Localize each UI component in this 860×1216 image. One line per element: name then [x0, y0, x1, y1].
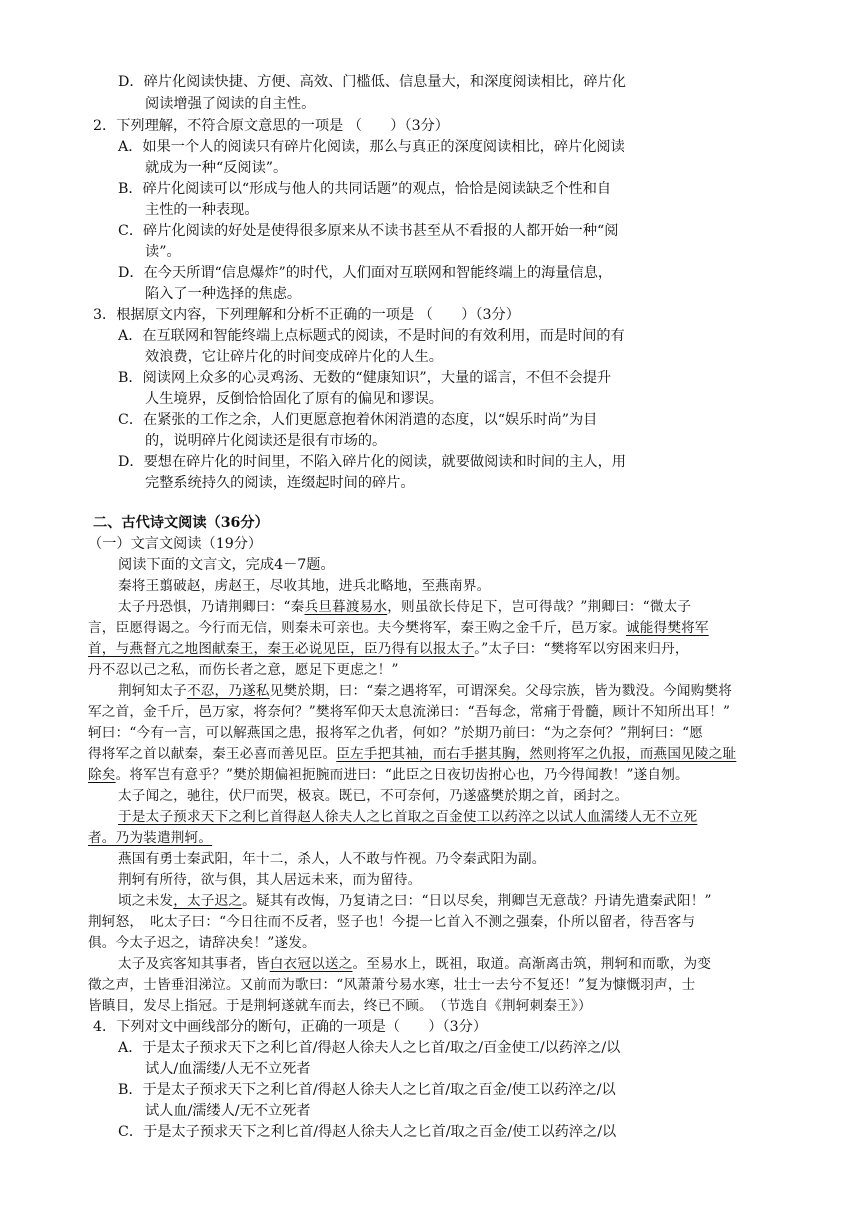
passage-line: 轲曰：“今有一言，可以解燕国之患，报将军之仇者，何如？”於期乃前曰：“为之奈何？”荆轲曰：“愿 [88, 725, 704, 741]
passage-line: 顷之未发，太子迟之。疑其有改悔，乃复请之曰：“日以尽矣，荆卿岂无意哉？丹请先遣秦武阳！” [118, 893, 712, 909]
passage-line: 除矣。将军岂有意乎？”樊於期偏袒扼腕而进曰：“此臣之日夜切齿拊心也，乃今得闻教！”遂自刎。 [88, 767, 689, 783]
q1-option-d-line1: D．碎片化阅读快捷、方便、高效、门槛低、信息量大，和深度阅读相比，碎片化 [118, 74, 626, 90]
passage-line: 秦将王翦破赵，虏赵王，尽收其地，进兵北略地，至燕南界。 [118, 578, 491, 594]
q3-option-b-line2: 人生境界，反倒恰恰固化了原有的偏见和谬误。 [145, 391, 443, 407]
passage-line: 太子及宾客知其事者，皆白衣冠以送之。至易水上，既祖，取道。高渐离击筑，荆轲和而歌，为变 [118, 956, 712, 972]
underlined-phrase: 臣左手把其袖，而右手揕其胸，然则将军之仇报，而燕国见陵之耻 [336, 746, 737, 762]
underlined-phrase: ，太子迟之 [173, 893, 243, 909]
q4-option-b-line2: 试人血/濡缕人/无不立死者 [145, 1103, 311, 1119]
passage-line: 俱。今太子迟之，请辞决矣！”遂发。 [88, 935, 316, 951]
passage-line: 荆轲怒， 叱太子曰：“今日往而不反者，竖子也！今提一匕首入不测之强秦，仆所以留者，待吾客与 [88, 914, 696, 930]
underlined-phrase: 白衣冠以送之 [269, 956, 353, 972]
q3-option-a-line2: 效浪费，它让碎片化的时间变成碎片化的人生。 [145, 349, 443, 365]
q2-option-b-line1: B．碎片化阅读可以“形成与他人的共同话题”的观点，恰恰是阅读缺乏个性和自 [118, 181, 612, 197]
passage-line: 皆瞋目，发尽上指冠。于是荆轲遂就车而去，终已不顾。 （节选自《荆轲刺秦王》） [88, 998, 592, 1014]
passage-line: 言，臣愿得谒之。今行而无信，则秦未可亲也。夫今樊将军，秦王购之金千斤，邑万家。诚能得樊将军 [88, 620, 709, 636]
underlined-phrase: 首，与燕督亢之地图献秦王，秦王必说见臣，臣乃得有以报太子 [88, 641, 475, 657]
q3-option-d-line1: D．要想在碎片化的时间里，不陷入碎片化的阅读，就要做阅读和时间的主人，用 [118, 454, 626, 470]
q4-option-b-line1: B．于是太子预求天下之利匕首/得赵人徐夫人之匕首/取之百金/使工以药淬之/以 [118, 1082, 616, 1098]
q2-option-c-line2: 读”。 [145, 244, 181, 260]
q4-option-a-line2: 试人/血濡缕/人无不立死者 [145, 1061, 311, 1077]
passage-line: 荆轲知太子不忍，乃遂私见樊於期，曰：“秦之遇将军，可谓深矣。父母宗族，皆为戮没。今闻购樊将 [118, 683, 733, 699]
q1-option-d-line2: 阅读增强了阅读的自主性。 [145, 96, 316, 112]
passage-line: 荆轲有所待，欲与俱，其人居远未来，而为留待。 [118, 872, 422, 888]
passage-line: 徵之声，士皆垂泪涕泣。又前而为歌曰：“风萧萧兮易水寒，壮士一去兮不复还！”复为慷慨羽声，士 [88, 977, 696, 993]
q2-option-d-line2: 陷入了一种选择的焦虑。 [145, 286, 302, 302]
passage-instruction: 阅读下面的文言文，完成4－7题。 [118, 557, 335, 573]
subsection-heading: （一）文言文阅读（19分） [88, 536, 263, 552]
section-heading: 二、古代诗文阅读（36分） [93, 515, 269, 531]
q3-option-d-line2: 完整系统持久的阅读，连缀起时间的碎片。 [145, 475, 415, 491]
passage-line: 丹不忍以己之私，而伤长者之意，愿足下更虑之！” [88, 662, 399, 678]
q4-option-c-line1: C．于是太子预求天下之利匕首/得赵人徐夫人之匕首/取之百金/使工以药淬之/以 [118, 1124, 617, 1140]
q2-option-b-line2: 主性的一种表现。 [145, 202, 259, 218]
q3-stem: 3．根据原文内容，下列理解和分析不正确的一项是 （ ）（3分） [93, 307, 520, 323]
passage-line-segmentation: 于是太子预求天下之利匕首得赵人徐夫人之匕首取之百金使工以药淬之以试人血濡缕人无不立死 [118, 809, 698, 825]
passage-line: 者。乃为装遣荆轲。 [88, 830, 213, 846]
q2-option-a-line1: A．如果一个人的阅读只有碎片化阅读，那么与真正的深度阅读相比，碎片化阅读 [118, 139, 625, 155]
passage-line: 太子丹恐惧，乃请荆卿曰：“秦兵旦暮渡易水，则虽欲长侍足下，岂可得哉？”荆卿曰：“微太子 [118, 599, 692, 615]
passage-line: 燕国有勇士秦武阳，年十二，杀人，人不敢与忤视。乃令秦武阳为副。 [118, 851, 546, 867]
underlined-phrase: 诚能得樊将军 [625, 620, 709, 636]
q3-option-a-line1: A．在互联网和智能终端上点标题式的阅读，不是时间的有效利用，而是时间的有 [118, 328, 625, 344]
underlined-phrase: 除矣 [88, 767, 116, 783]
passage-line: 军之首，金千斤，邑万家，将奈何？”樊将军仰天太息流涕曰：“吾每念，常痛于骨髓，顾计不知所出耳！” [88, 704, 731, 720]
q4-stem: 4．下列对文中画线部分的断句，正确的一项是（ ）（3分） [93, 1019, 488, 1035]
passage-line: 首，与燕督亢之地图献秦王，秦王必说见臣，臣乃得有以报太子。”太子曰：“樊将军以穷困来归丹， [88, 641, 689, 657]
passage-line: 太子闻之，驰往，伏尸而哭，极哀。既已，不可奈何，乃遂盛樊於期之首，函封之。 [118, 788, 629, 804]
q2-option-c-line1: C．碎片化阅读的好处是使得很多原来从不读书甚至从不看报的人都开始一种“阅 [118, 223, 619, 239]
passage-line: 得将军之首以献秦，秦王必喜而善见臣。臣左手把其袖，而右手揕其胸，然则将军之仇报，而燕国见陵之耻 [88, 746, 737, 762]
q2-stem: 2．下列理解，不符合原文意思的一项是 （ ）（3分） [93, 118, 449, 134]
underlined-phrase: 兵旦暮渡易水 [304, 599, 388, 615]
q4-option-a-line1: A．于是太子预求天下之利匕首/得赵人徐夫人之匕首/取之/百金使工/以药淬之/以 [118, 1040, 621, 1056]
q3-option-c-line2: 的，说明碎片化阅读还是很有市场的。 [145, 433, 387, 449]
q2-option-a-line2: 就成为一种“反阅读”。 [145, 160, 288, 176]
underlined-phrase: 不忍，乃遂私 [186, 683, 270, 699]
q3-option-c-line1: C．在紧张的工作之余，人们更愿意抱着休闲消遣的态度，以“娱乐时尚”为目 [118, 412, 598, 428]
q2-option-d-line1: D．在今天所谓“信息爆炸”的时代，人们面对互联网和智能终端上的海量信息， [118, 265, 613, 281]
q3-option-b-line1: B．阅读网上众多的心灵鸡汤、无数的“健康知识”，大量的谣言，不但不会提升 [118, 370, 612, 386]
